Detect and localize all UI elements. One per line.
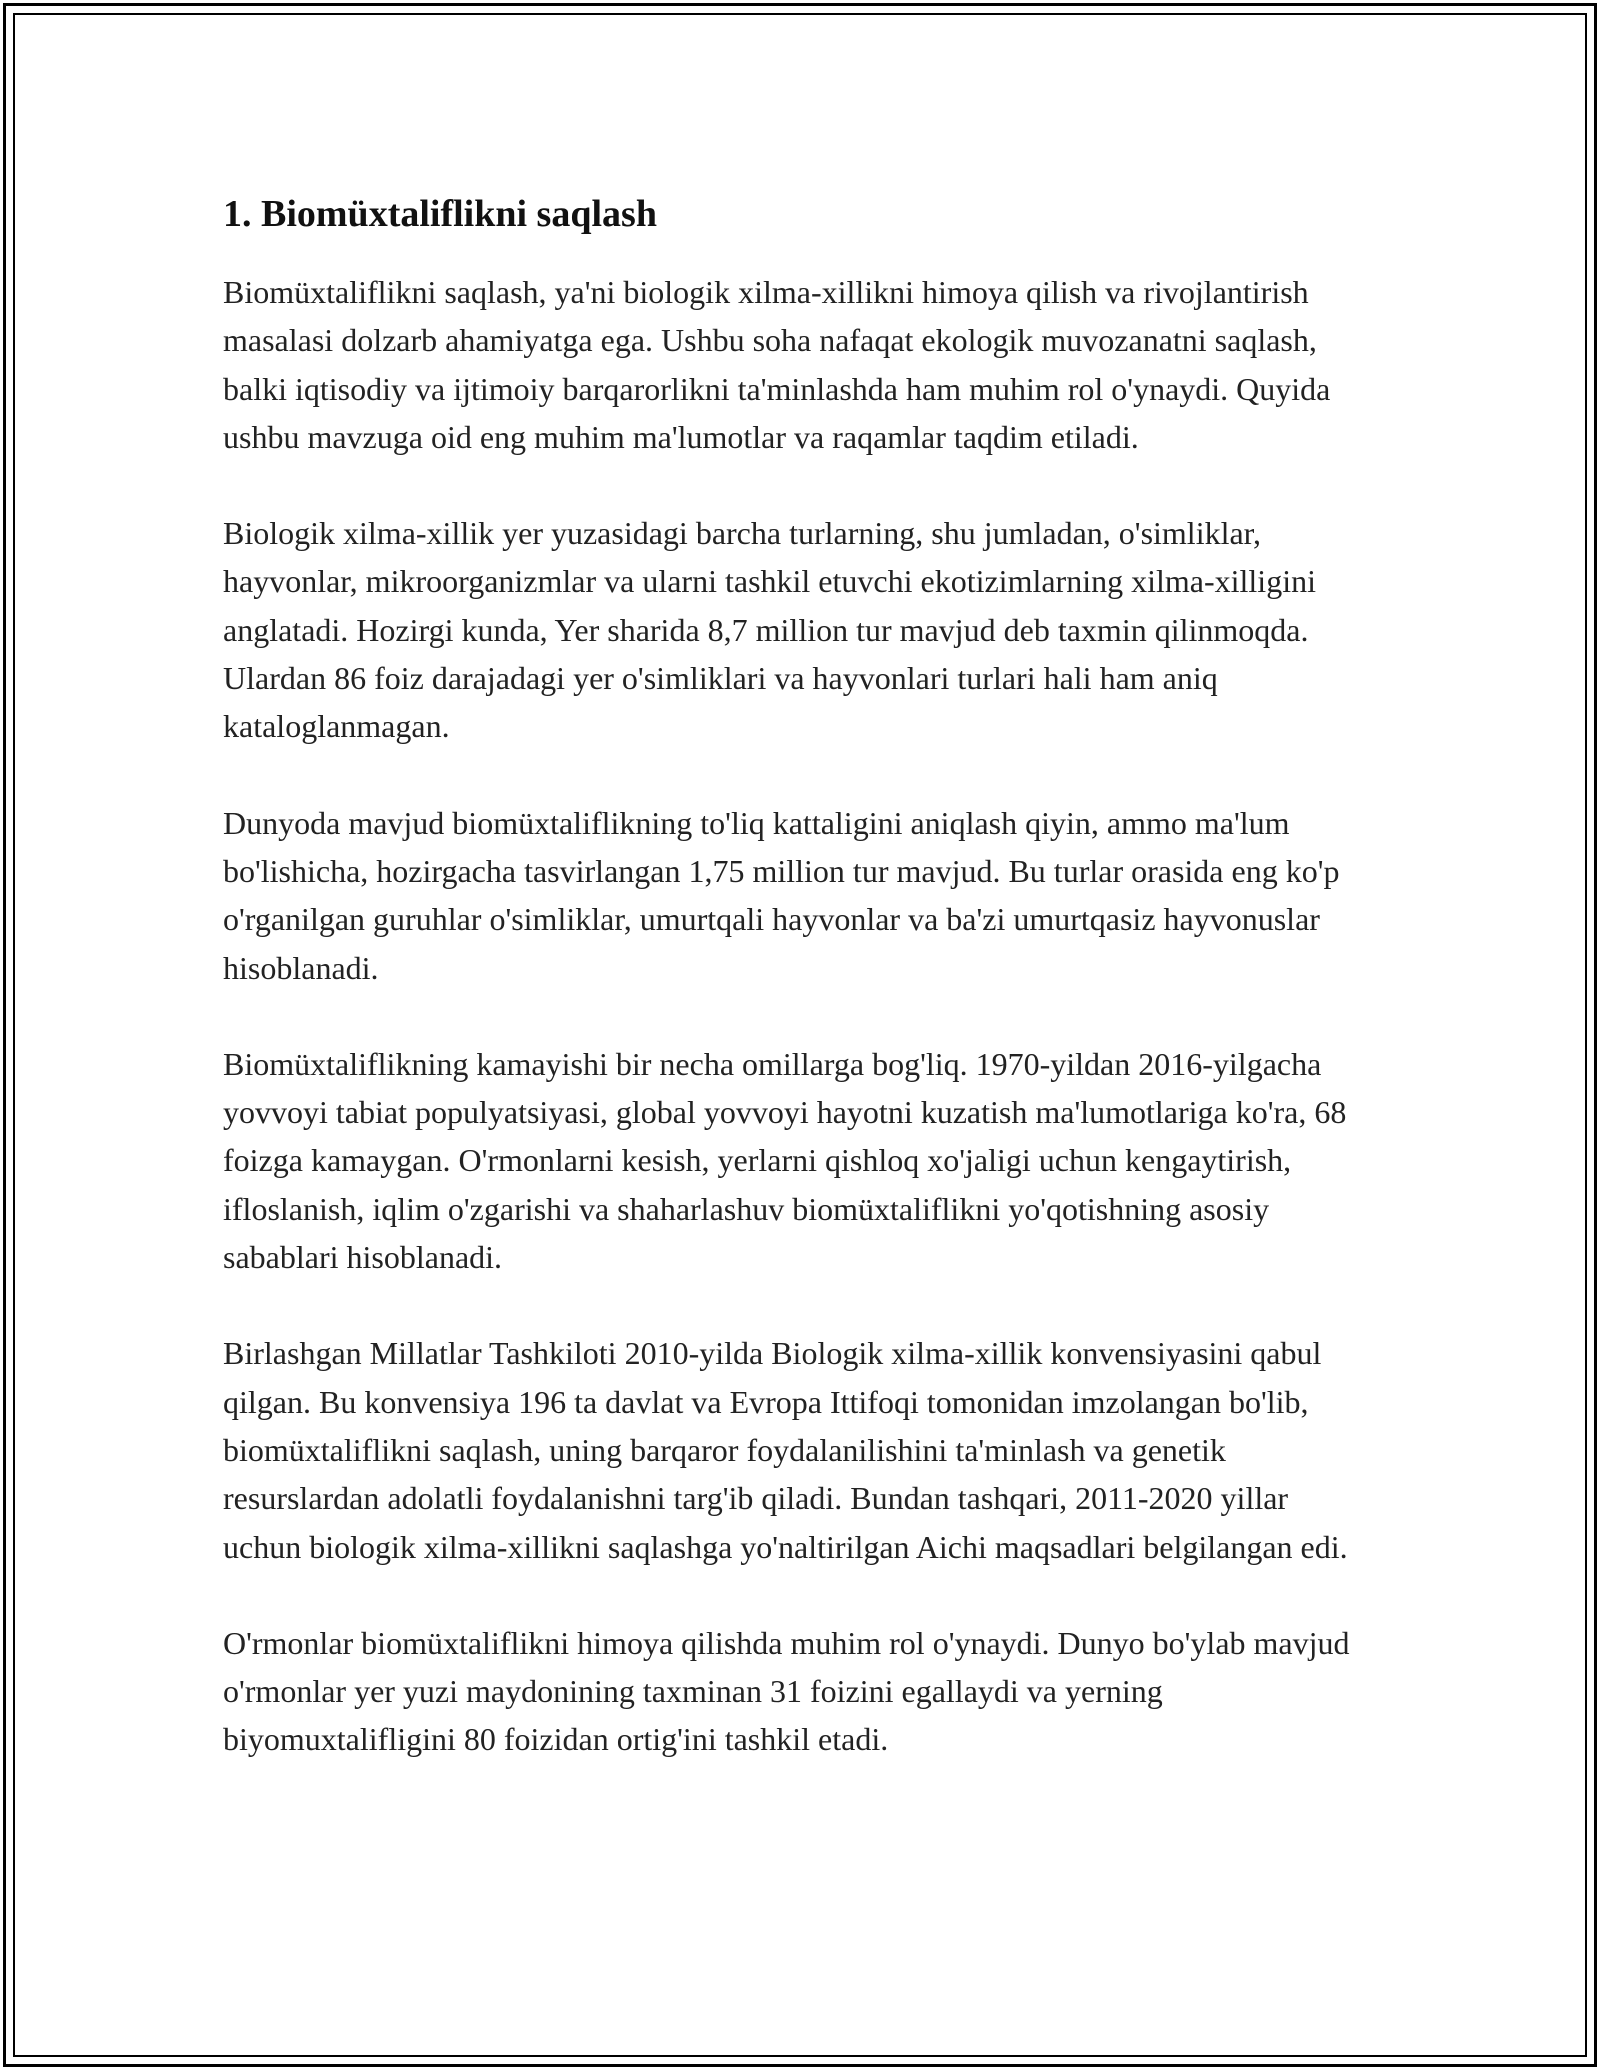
- section-title: 1. Biomüxtaliflikni saqlash: [223, 193, 657, 235]
- paragraph-forests: O'rmonlar biomüxtaliflikni himoya qilishda muhim rol o'ynaydi. Dunyo bo'ylab mavjud o'rmonlar yer yuzi maydonining taxminan 31 foizini egallaydi va yerning biyomuxtalifligini 80 foizidan ortig'ini tashkil etadi.: [223, 1624, 1350, 1758]
- paragraph-decline: Biomüxtaliflikning kamayishi bir necha omillarga bog'liq. 1970-yildan 2016-yilgacha yovvoyi tabiat populyatsiyasi, global yovvoyi hayotni kuzatish ma'lumotlariga ko'ra, 68 foizga kamaygan. O'rmonlarni kesish, yerlarni qishloq xo'jaligi uchun kengaytirish, ifloslanish, iqlim o'zgarishi va shaharlashuv biomüxtaliflikni yo'qotishning asosiy sabablari hisoblanadi.: [223, 1045, 1347, 1276]
- paragraph-definition: Biologik xilma-xillik yer yuzasidagi barcha turlarning, shu jumladan, o'simliklar, hayvonlar, mikroorganizmlar va ularni tashkil etuvchi ekotizimlarning xilma-xilligini anglatadi. Hozirgi kunda, Yer sharida 8,7 million tur mavjud deb taxmin qilinmoqda. Ulardan 86 foiz darajadagi yer o'simliklari va hayvonlari turlari hali ham aniq kataloglanmagan.: [223, 515, 1316, 745]
- paragraph-described-species: Dunyoda mavjud biomüxtaliflikning to'liq kattaligini aniqlash qiyin, ammo ma'lum bo'lishicha, hozirgacha tasvirlangan 1,75 million tur mavjud. Bu turlar orasida eng ko'p o'rganilgan guruhlar o'simliklar, umurtqali hayvonlar va ba'zi umurtqasiz hayvonuslar hisoblanadi.: [223, 804, 1340, 986]
- paragraph-convention: Birlashgan Millatlar Tashkiloti 2010-yilda Biologik xilma-xillik konvensiyasini qabul qilgan. Bu konvensiya 196 ta davlat va Evropa Ittifoqi tomonidan imzolangan bo'lib, biomüxtaliflikni saqlash, uning barqaror foydalanilishini ta'minlash va genetik resurslardan adolatli foydalanishni targ'ib qiladi. Bundan tashqari, 2011-2020 yillar uchun biologik xilma-xillikni saqlashga yo'naltirilgan Aichi maqsadlari belgilangan edi.: [223, 1335, 1348, 1565]
- paragraph-intro: Biomüxtaliflikni saqlash, ya'ni biologik xilma-xillikni himoya qilish va rivojlantirish masalasi dolzarb ahamiyatga ega. Ushbu soha nafaqat ekologik muvozanatni saqlash, balki iqtisodiy va ijtimoiy barqarorlikni ta'minlashda ham muhim rol o'ynaydi. Quyida ushbu mavzuga oid eng muhim ma'lumotlar va raqamlar taqdim etiladi.: [223, 274, 1331, 455]
- document-body: [223, 186, 1363, 1812]
